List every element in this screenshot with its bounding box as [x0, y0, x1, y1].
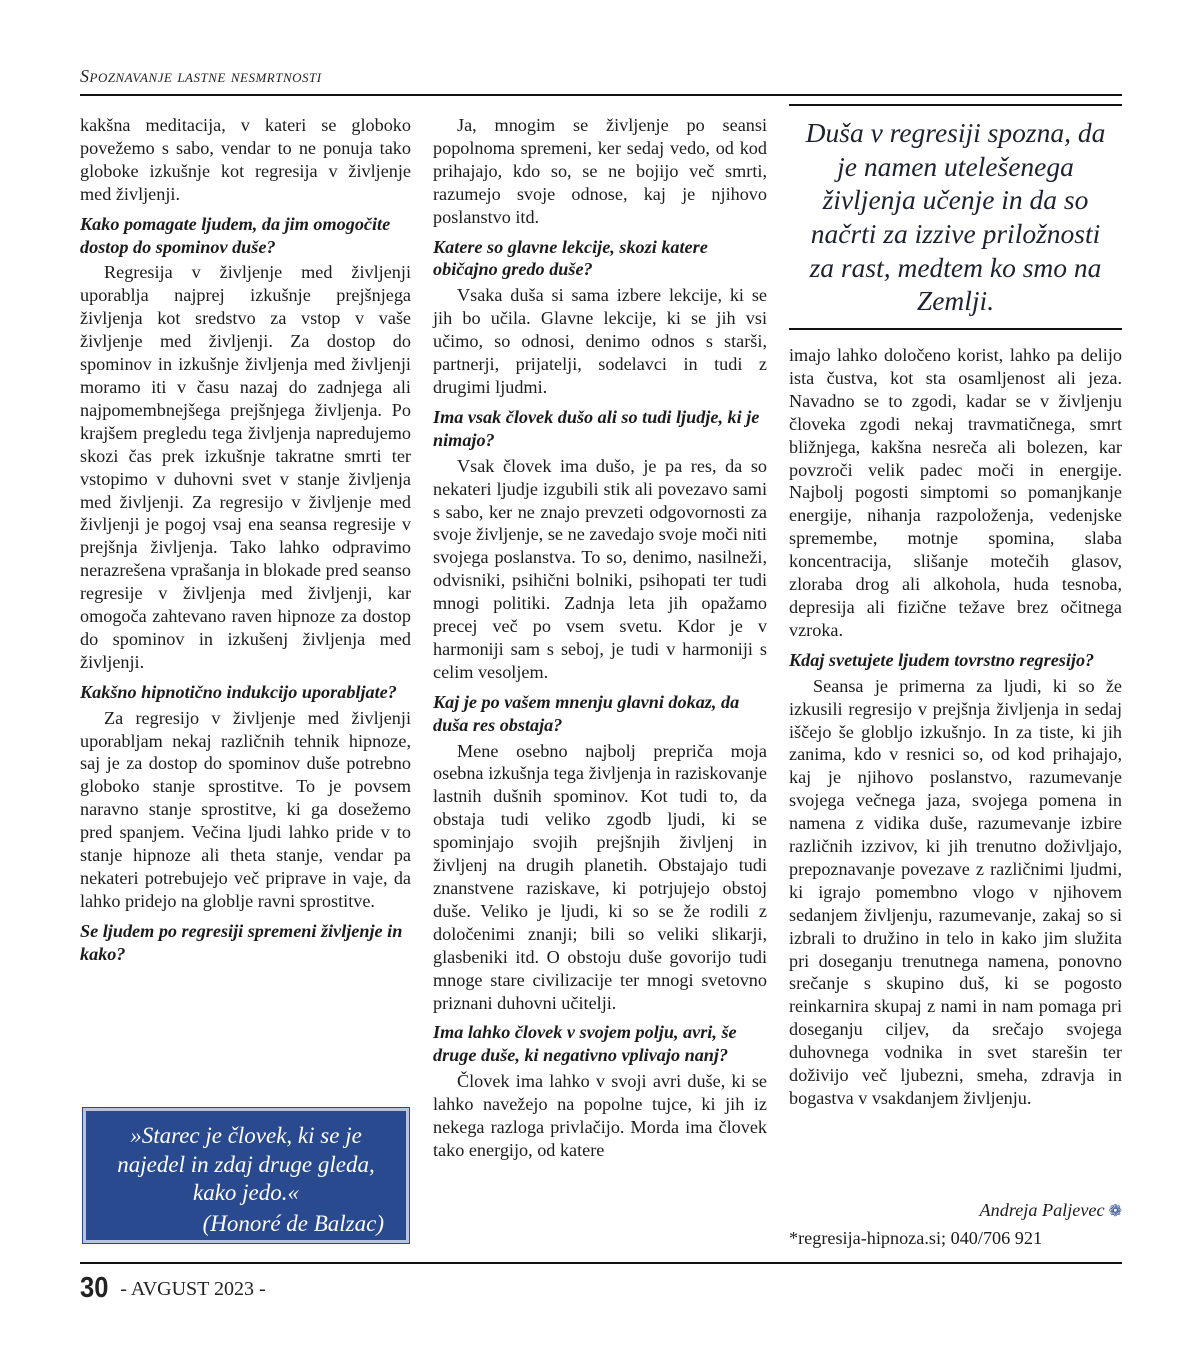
question-heading: Kdaj svetujete ljudem tovrstno regresijo? [789, 649, 1095, 670]
answer-paragraph: imajo lahko določeno korist, lahko pa delijo ista čustva, kot sta osamljenost ali jeza. Navadno se to zgodi, kadar se v življenju človeka zgodi nekaj travmatičnega, smrt bližnjega, kakšna nesreča ali bolezen, kar povzroči velik padec moči in energije. Najbolj pogosti simptomi so pomanjkanje energije, nihanja razpoloženja, vedenjske spremembe, motnje spomina, slaba koncentracija, slišanje motečih glasov, zloraba drog ali alkohola, huda tesnoba, depresija ali fizične težave brez očitnega vzroka. [789, 345, 1122, 640]
question-heading: Kako pomagate ljudem, da jim omogočite dostop do spominov duše? [80, 213, 391, 257]
answer-paragraph: Vsak človek ima dušo, je pa res, da so nekateri ljudje izgubili stik ali povezavo sami s sabo, ker ne znajo prevzeti odgovornosti za svoje življenje, se ne zavedajo svoje moči niti svojega poslanstva. To so, denimo, nasilneži, odvisniki, psihični bolniki, psihopati ter tudi mnogi politiki. Zadnja leta jih opažamo precej več po vsem svetu. Kdor je v harmoniji sam s seboj, je tudi v harmoniji s celim vesoljem. [433, 455, 767, 682]
quote-box [83, 1108, 409, 1243]
question-heading: Se ljudem po regresiji spremeni življenje in kako? [80, 920, 403, 964]
contact-info: *regresija-hipnoza.si; 040/706 921 [789, 1228, 1043, 1248]
answer-paragraph: Mene osebno najbolj prepriča moja osebna izkušnja tega življenja in raziskovanje lastnih dušnih spominov. Kot tudi to, da obstaja tudi veliko zgodb ljudi, ki se spominjajo svojih prejšnjih življenj in življenj na drugih planetih. Obstajajo tudi znanstvene raziskave, ki potrjujejo obstoj duše. Veliko je ljudi, ki so se že rodili z določenimi znanji; bili so veliki slikarji, glasbeniki itd. O obstoju duše govorijo tudi mnoge stare civilizacije ter mnogi svetovno priznani duhovni učitelji. [433, 740, 767, 1013]
column-3 [789, 344, 1122, 1110]
answer-paragraph: Človek ima lahko v svoji avri duše, ki se lahko navežejo na popolne tujce, ki jih iz nekega razloga privlačijo. Morda ima človek tako energijo, od katere [433, 1071, 767, 1160]
question-heading: Katere so glavne lekcije, skozi katere običajno gredo duše? [433, 236, 708, 280]
running-header: Spoznavanje lastne nesmrtnosti [80, 66, 322, 86]
flower-ornament-icon: ❁ [1108, 1203, 1122, 1220]
author-signature [789, 1199, 1122, 1223]
paragraph: kakšna meditacija, v kateri se globoko povežemo s sabo, vendar to ne ponuja tako globoke izkušnje kot regresija v življenje med življenji. [80, 115, 411, 204]
question-heading: Ima lahko človek v svojem polju, avri, še druge duše, ki negativno vplivajo nanj? [433, 1022, 737, 1066]
top-divider [80, 94, 1122, 96]
author-name: Andreja Paljevec [979, 1200, 1105, 1220]
answer-paragraph: Seansa je primerna za ljudi, ki so že izkusili regresijo v prejšnja življenja in sedaj iščejo še globljo izkušnjo. In za tiste, ki jih zanima, kdo v resnici so, od kod prihajajo, kaj je njihovo poslanstvo, razumevanje svojega večnega jaza, svojega pomena in namena z vidika duše, razumevanje izbire različnih izzivov, ki jih trenutno doživljajo, prepoznavanje povezave z različnimi ljudmi, ki igrajo pomembno vlogo v njihovem sedanjem življenju, razumevanje, zakaj so si izbrali to družino in telo in kako jim služita pri doseganju trenutnega namena, ponovno srečanje s skupino duš, ki se pogosto reinkarnira skupaj z nami in nam pomaga pri doseganju ciljev, da srečajo svojega duhovnega vodnika in svet starešin ter doživijo več ljubezni, smeha, zdravja in bogastva v vsakdanjem življenju. [789, 675, 1122, 1108]
column-2 [433, 114, 767, 1162]
answer-paragraph: Regresija v življenje med življenji uporablja najprej izkušnje prejšnjega življenja kot sredstvo za vstop v vaše življenje med življenji. Za dostop do spominov in izkušnje življenja med življenji moramo iti v času nazaj do zadnjega ali najpomembnejšega prejšnjega življenja. Po krajšem pregledu tega življenja napredujemo skozi čas prek izkušnje takratne smrti ter vstopimo v duhovni svet v stanje življenja med življenji. Za regresijo v življenje med življenji je pogoj vsaj ena seansa regresije v prejšnja življenja. Tako lahko odpravimo nerazrešena vprašanja in blokade pred seanso regresije v življenja med življenji, kar omogoča zahtevano raven hipnoze za dostop do spominov in izkušenj življenja med življenji. [80, 262, 411, 672]
question-heading: Ima vsak človek dušo ali so tudi ljudje, ki je nimajo? [433, 406, 760, 450]
quote-author: (Honoré de Balzac) [202, 1210, 384, 1236]
bottom-divider [80, 1262, 1122, 1264]
question-heading: Kaj je po vašem mnenju glavni dokaz, da duša res obstaja? [433, 691, 740, 735]
quote-text: »Starec je človek, ki se je najedel in zdaj druge gleda, kako jedo.« [117, 1123, 375, 1206]
question-heading: Kakšno hipnotično indukcijo uporabljate? [80, 681, 397, 702]
answer-paragraph: Ja, mnogim se življenje po seansi popolnoma spremeni, ker sedaj vedo, od kod prihajajo, kdo so, se ne bojijo več smrti, razumejo svoje odnose, kaj je njihovo poslanstvo itd. [433, 115, 767, 227]
issue-label: - AVGUST 2023 - [120, 1278, 266, 1300]
pull-quote [789, 104, 1122, 330]
column-1 [80, 114, 411, 969]
answer-paragraph: Za regresijo v življenje med življenji uporabljam nekaj različnih tehnik hipnoze, saj je za dostop do spominov duše potrebno globoko stanje sprostitve. To je povsem naravno stanje sprostitve, ki ga dosežemo pred spanjem. Večina ljudi lahko pride v to stanje hipnoze ali theta stanje, vendar pa nekateri potrebujejo več priprave in vaje, da lahko pridejo na globlje ravni sprostitve. [80, 707, 411, 911]
answer-paragraph: Vsaka duša si sama izbere lekcije, ki se jih bo učila. Glavne lekcije, ki se jih vsi učimo, so odnosi, denimo odnos s starši, partnerji, prijatelji, sodelavci in tudi z drugimi ljudmi. [433, 285, 767, 397]
page-footer [80, 1272, 266, 1305]
page-number: 30 [80, 1272, 109, 1304]
pull-quote-text: Duša v regresiji spozna, da je namen utelešenega življenja učenje in da so načrti za izzive priložnosti za rast, medtem ko smo na Zemlji. [805, 117, 1106, 317]
